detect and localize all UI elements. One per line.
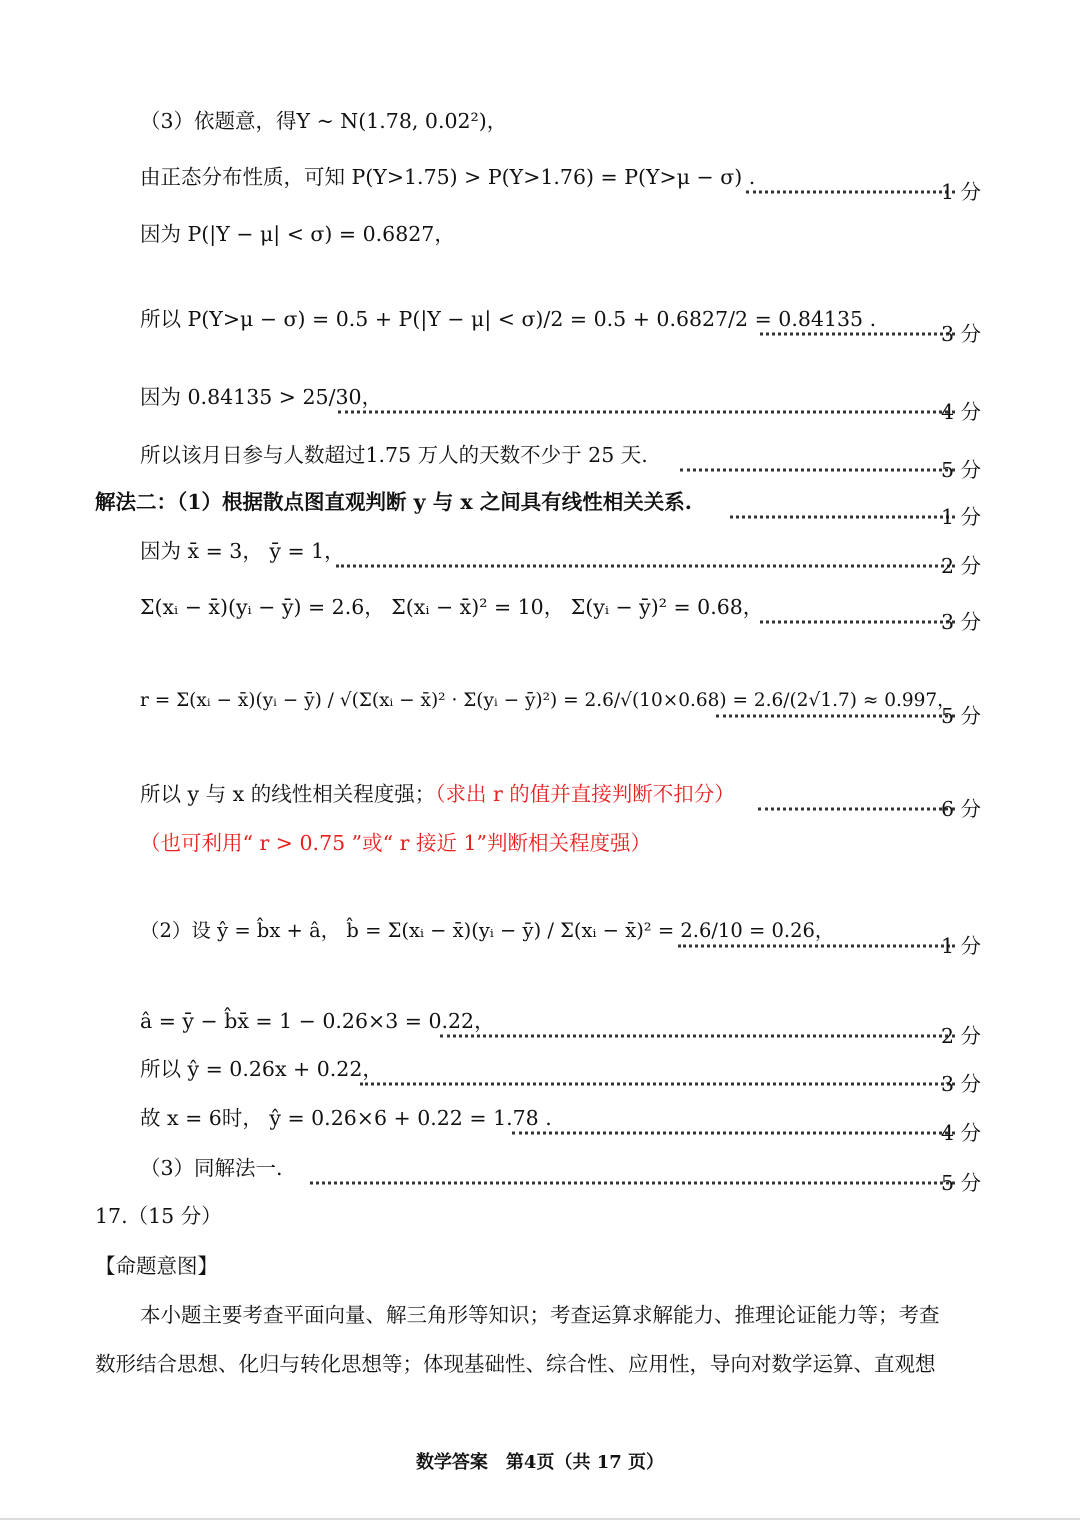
line-4 bbox=[0, 304, 1080, 364]
line-3 bbox=[0, 219, 1080, 279]
score-label: 3 分 bbox=[941, 1072, 982, 1096]
line-2 bbox=[0, 162, 1080, 222]
score-label: 6 分 bbox=[941, 797, 982, 821]
leader-dots bbox=[746, 191, 955, 194]
line-12 bbox=[0, 828, 1080, 888]
line-6-text: 所以该月日参与人数超过1.75 万人的天数不少于 25 天. bbox=[140, 443, 648, 467]
line-18-text: 17.（15 分） bbox=[95, 1204, 222, 1228]
line-20-text: 本小题主要考查平面向量、解三角形等知识；考查运算求解能力、推理论证能力等；考查 bbox=[140, 1303, 940, 1327]
leader-dots bbox=[440, 1035, 955, 1038]
line-5-text: 因为 0.84135 > 25/30， bbox=[140, 385, 383, 409]
line-10-text: r = Σ(xᵢ − x̄)(yᵢ − ȳ) / √(Σ(xᵢ − x̄)² · Σ(yᵢ − ȳ)²) = 2.6/√(10×0.68) = 2.6/(2√1.7) ≈ 0.997， bbox=[140, 690, 956, 711]
line-16-text: 故 x = 6时， ŷ = 0.26×6 + 0.22 = 1.78 . bbox=[140, 1106, 552, 1130]
score-label: 1 分 bbox=[941, 180, 982, 204]
leader-dots bbox=[760, 621, 955, 624]
line-11-main: 所以 y 与 x 的线性相关程度强； bbox=[140, 782, 436, 806]
score-label: 1 分 bbox=[941, 934, 982, 958]
line-10 bbox=[0, 686, 1080, 746]
page-footer: 数学答案 第4页（共 17 页） bbox=[415, 1452, 665, 1473]
leader-dots bbox=[730, 516, 955, 519]
line-8 bbox=[0, 536, 1080, 596]
score-label: 2 分 bbox=[941, 554, 982, 578]
line-15-text: 所以 ŷ = 0.26x + 0.22， bbox=[140, 1057, 383, 1081]
line-13 bbox=[0, 916, 1080, 976]
line-1-text: （3）依题意，得Y ~ N(1.78, 0.02²)， bbox=[140, 109, 508, 133]
line-7-text: 解法二：（1）根据散点图直观判断 y 与 x 之间具有线性相关关系. bbox=[95, 490, 692, 514]
leader-dots bbox=[716, 715, 955, 718]
line-19-text: 【命题意图】 bbox=[95, 1254, 218, 1278]
line-1 bbox=[0, 106, 1080, 166]
score-label: 2 分 bbox=[941, 1024, 982, 1048]
leader-dots bbox=[336, 565, 955, 568]
score-label: 3 分 bbox=[941, 610, 982, 634]
bottom-divider bbox=[0, 1518, 1080, 1520]
line-14-text: â = ȳ − b̂x̄ = 1 − 0.26×3 = 0.22， bbox=[140, 1009, 495, 1033]
score-label: 3 分 bbox=[941, 322, 982, 346]
leader-dots bbox=[680, 469, 955, 472]
score-label: 1 分 bbox=[941, 505, 982, 529]
line-2-text: 由正态分布性质，可知 P(Y>1.75) > P(Y>1.76) = P(Y>μ − σ) . bbox=[140, 165, 756, 189]
line-11-note: （求出 r 的值并直接判断不扣分） bbox=[435, 782, 735, 806]
line-9-text: Σ(xᵢ − x̄)(yᵢ − ȳ) = 2.6， Σ(xᵢ − x̄)² = 10， Σ(yᵢ − ȳ)² = 0.68， bbox=[140, 595, 764, 619]
line-12-text: （也可利用“ r > 0.75 ”或“ r 接近 1”判断相关程度强） bbox=[140, 831, 651, 855]
line-8-text: 因为 x̄ = 3， ȳ = 1， bbox=[140, 539, 345, 563]
line-5 bbox=[0, 382, 1080, 442]
score-label: 5 分 bbox=[941, 704, 982, 728]
score-label: 5 分 bbox=[941, 1171, 982, 1195]
score-label: 4 分 bbox=[941, 400, 982, 424]
score-label: 5 分 bbox=[941, 458, 982, 482]
line-3-text: 因为 P(|Y − μ| < σ) = 0.6827， bbox=[140, 222, 455, 246]
line-4-text: 所以 P(Y>μ − σ) = 0.5 + P(|Y − μ| < σ)/2 = 0.5 + 0.6827/2 = 0.84135 . bbox=[140, 307, 877, 331]
line-21 bbox=[0, 1349, 1080, 1409]
leader-dots bbox=[338, 411, 955, 414]
leader-dots bbox=[512, 1132, 955, 1135]
line-13-text: （2）设 ŷ = b̂x + â， b̂ = Σ(xᵢ − x̄)(yᵢ − ȳ) / Σ(xᵢ − x̄)² = 2.6/10 = 0.26， bbox=[140, 919, 835, 942]
leader-dots bbox=[310, 1182, 955, 1185]
leader-dots bbox=[360, 1083, 955, 1086]
leader-dots bbox=[758, 808, 955, 811]
line-9 bbox=[0, 592, 1080, 652]
line-11-text bbox=[140, 779, 735, 809]
line-21-text: 数形结合思想、化归与转化思想等；体现基础性、综合性、应用性，导向对数学运算、直观想 bbox=[95, 1352, 936, 1376]
line-17-text: （3）同解法一. bbox=[140, 1156, 283, 1180]
leader-dots bbox=[760, 333, 955, 336]
leader-dots bbox=[678, 945, 955, 948]
score-label: 4 分 bbox=[941, 1121, 982, 1145]
